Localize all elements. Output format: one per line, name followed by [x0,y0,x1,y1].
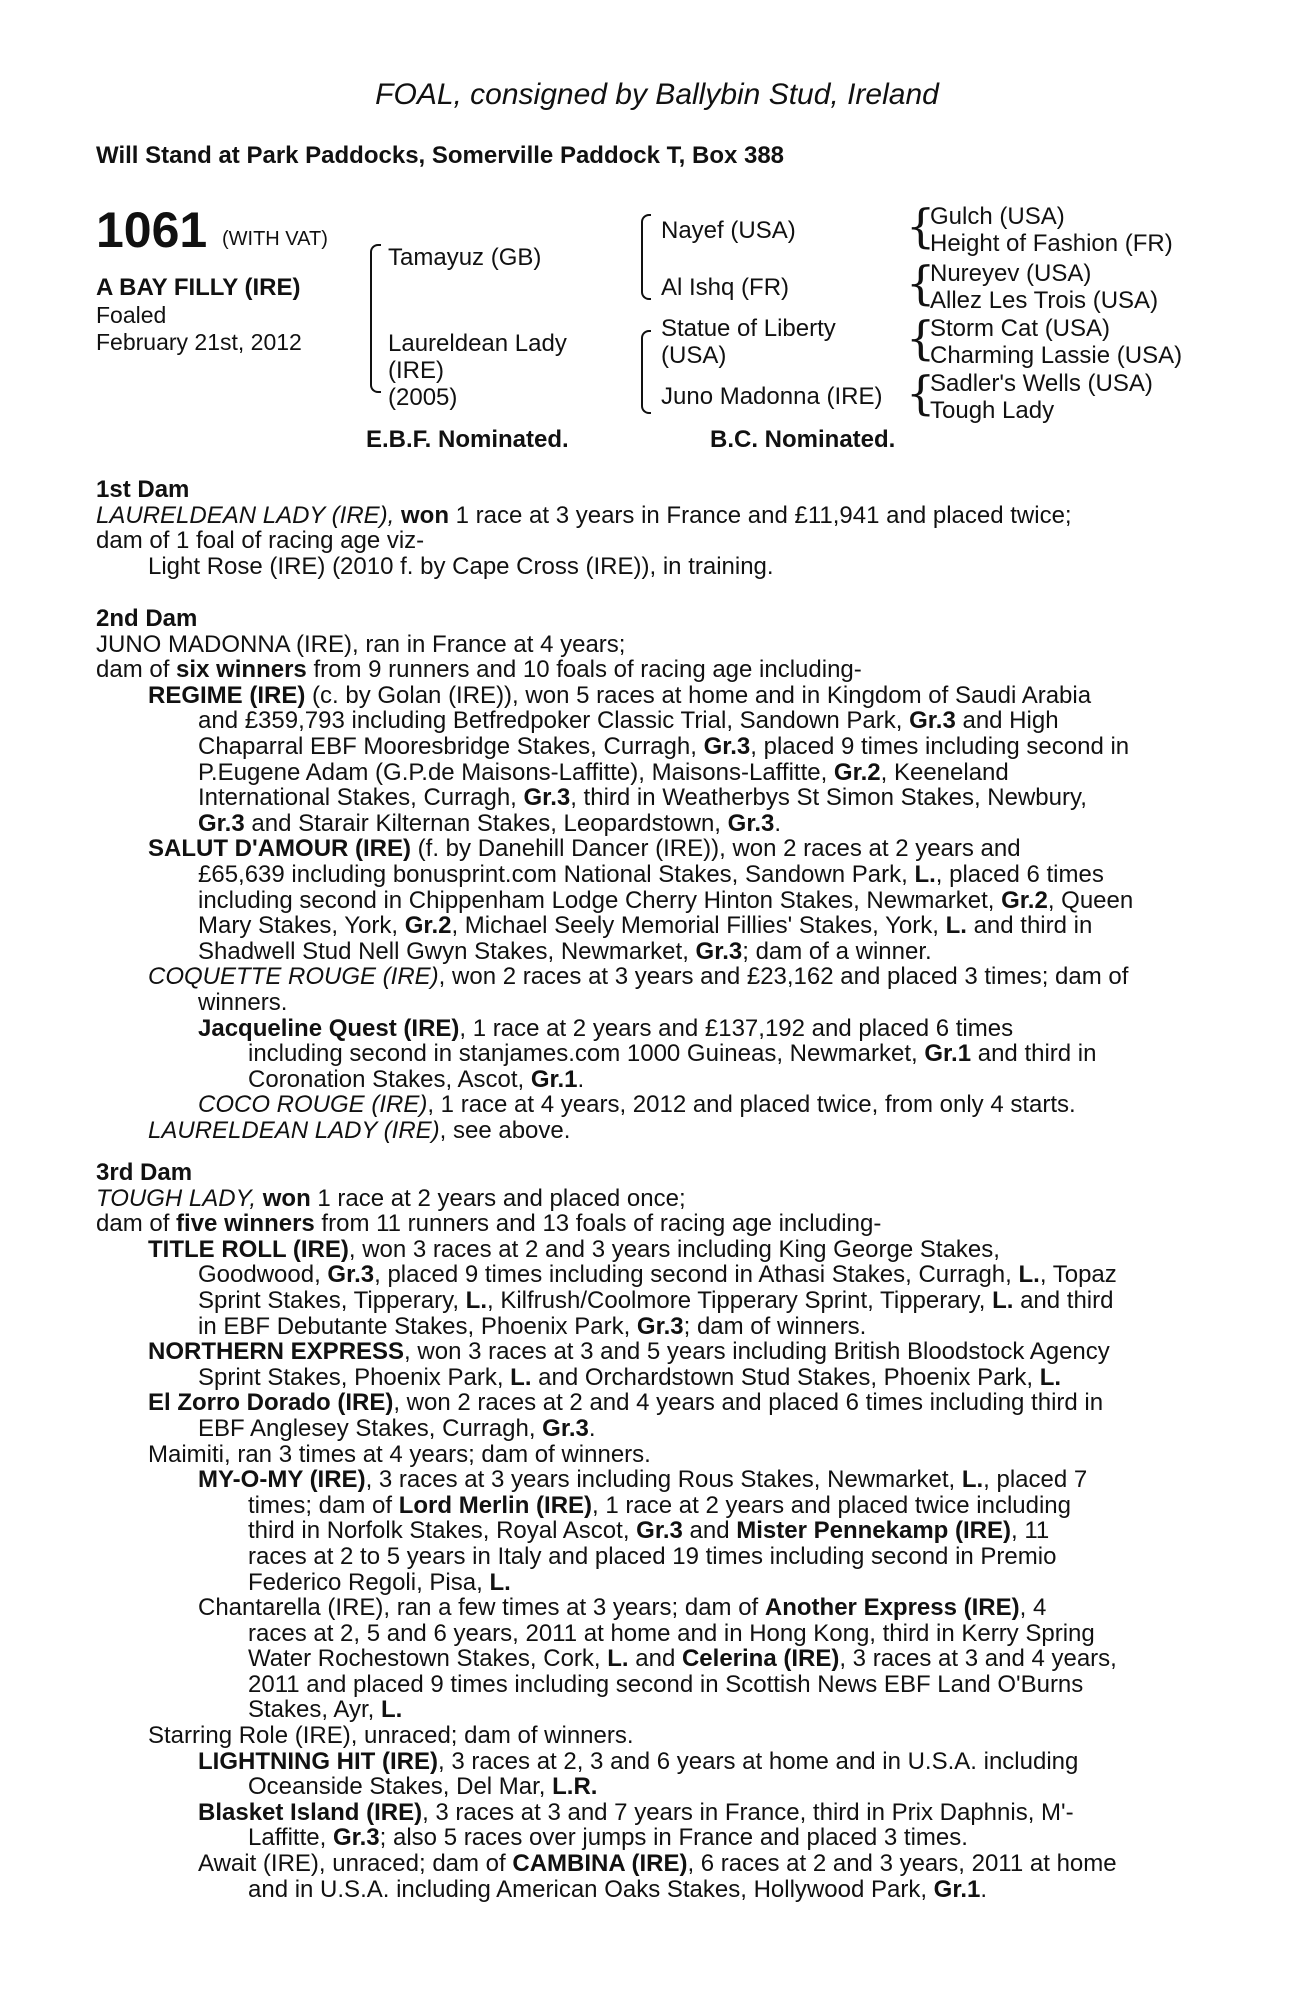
second-dam-section [0,606,1314,1143]
pedigree-gen3: Charming Lassie (USA) [930,342,1183,369]
produce-entry: Jacqueline Quest (IRE), 1 race at 2 years and £137,192 and placed 6 times including second in stanjames.com 1000 Guineas, Newmarket, Gr.1 and third in Coronation Stakes, Ascot, Gr.1. [198,1014,1097,1093]
produce-entry: TITLE ROLL (IRE), won 3 races at 2 and 3 years including King George Stakes, Goodwood, Gr.3, placed 9 times including second in Athasi Stakes, Curragh, L., Topaz Sprint Stakes, Tipperary, L., Kilfrush/Coolmore Tipperary Sprint, Tipperary, L. and third in EBF Debutante Stakes, Phoenix Park, Gr.3; dam of winners. [148,1235,1117,1340]
foaled-date: February 21st, 2012 [96,329,302,355]
dam-record: TOUGH LADY, won 1 race at 2 years and placed once; [96,1184,686,1212]
produce-note: dam of five winners from 11 runners and 13 foals of racing age including- [96,1210,882,1238]
pedigree-gen3: Sadler's Wells (USA) [930,370,1153,397]
pedigree-brace: { [906,311,936,365]
dam-record: LAURELDEAN LADY (IRE), won 1 race at 3 years in France and £11,941 and placed twice; [96,501,1072,529]
produce-note: dam of 1 foal of racing age viz- [96,527,425,555]
pedigree-sire-sire: Nayef (USA) [661,217,796,244]
produce-entry: Await (IRE), unraced; dam of CAMBINA (IRE), 6 races at 2 and 3 years, 2011 at home and in U.S.A. including American Oaks Stakes, Hollywood Park, Gr.1. [198,1850,1117,1903]
pedigree-bracket-sire [641,214,651,300]
pedigree-dam-sire: (USA) [661,342,727,369]
produce-entry: Blasket Island (IRE), 3 races at 3 and 7 years in France, third in Prix Daphnis, M'- Laffitte, Gr.3; also 5 races over jumps in France and placed 3 times. [198,1798,1074,1852]
stand-location: Will Stand at Park Paddocks, Somerville Paddock T, Box 388 [96,142,785,169]
consignment-title: FOAL, consigned by Ballybin Stud, Ireland [375,78,939,111]
produce-entry: Chantarella (IRE), ran a few times at 3 years; dam of Another Express (IRE), 4 races at 2, 5 and 6 years, 2011 at home and in Hong Kong, third in Kerry Spring Water Rochestown Stakes, Cork, L. and Celerina (IRE), 3 races at 3 and 4 years, 2011 and placed 9 times including second in Scottish News EBF Land O'Burns Stakes, Ayr, L. [198,1594,1117,1724]
produce-entry: MY-O-MY (IRE), 3 races at 3 years including Rous Stakes, Newmarket, L., placed 7 times; dam of Lord Merlin (IRE), 1 race at 2 years and placed twice including third in Norfolk Stakes, Royal Ascot, Gr.3 and Mister Pennekamp (IRE), 11 races at 2 to 5 years in Italy and placed 19 times including second in Premio Federico Regoli, Pisa, L. [198,1466,1088,1596]
pedigree-gen3: Storm Cat (USA) [930,315,1111,342]
pedigree-dam-dam: Juno Madonna (IRE) [661,383,883,410]
ebf-nomination: E.B.F. Nominated. [366,426,569,453]
horse-name: A BAY FILLY (IRE) [96,274,301,301]
third-dam-section [0,1160,1314,1902]
produce-entry: NORTHERN EXPRESS, won 3 races at 3 and 5 years including British Bloodstock Agency Sprint Stakes, Phoenix Park, L. and Orchardstown Stud Stakes, Phoenix Park, L. [148,1338,1110,1391]
produce-note: dam of six winners from 9 runners and 10 foals of racing age including- [96,656,862,684]
vat-note: (WITH VAT) [222,228,328,250]
produce-entry: SALUT D'AMOUR (IRE) (f. by Danehill Dancer (IRE)), won 2 races at 2 years and £65,639 including bonusprint.com National Stakes, Sandown Park, L., placed 6 times including second in Chippenham Lodge Cherry Hinton Stakes, Newmarket, Gr.2, Queen Mary Stakes, York, Gr.2, Michael Seely Memorial Fillies' Stakes, York, L. and third in Shadwell Stud Nell Gwyn Stakes, Newmarket, Gr.3; dam of a winner. [148,835,1134,965]
produce-entry: LAURELDEAN LADY (IRE), see above. [148,1116,571,1144]
produce-entry: COQUETTE ROUGE (IRE), won 2 races at 3 years and £23,162 and placed 3 times; dam of winners. [148,963,1129,1016]
bc-nomination: B.C. Nominated. [710,426,896,453]
pedigree-bracket-dam [641,330,651,414]
pedigree-sire: Tamayuz (GB) [388,244,542,271]
produce-entry: REGIME (IRE) (c. by Golan (IRE)), won 5 races at home and in Kingdom of Saudi Arabia and £359,793 including Betfredpoker Classic Trial, Sandown Park, Gr.3 and High Chaparral EBF Mooresbridge Stakes, Curragh, Gr.3, placed 9 times including second in P.Eugene Adam (G.P.de Maisons-Laffitte), Maisons-Laffitte, Gr.2, Keeneland International Stakes, Curragh, Gr.3, third in Weatherbys St Simon Stakes, Newbury, Gr.3 and Starair Kilternan Stakes, Leopardstown, Gr.3. [148,681,1130,837]
pedigree-dam: Laureldean Lady [388,330,567,357]
produce-entry: Light Rose (IRE) (2010 f. by Cape Cross (IRE)), in training. [148,552,774,580]
pedigree-dam-sire: Statue of Liberty [661,315,836,342]
pedigree-brace: { [906,256,936,310]
first-dam-section [0,477,1314,579]
pedigree-gen3: Allez Les Trois (USA) [930,287,1159,314]
produce-entry: Maimiti, ran 3 times at 4 years; dam of winners. [148,1440,651,1468]
section-heading: 2nd Dam [96,605,198,632]
pedigree-gen3: Gulch (USA) [930,203,1065,230]
pedigree-bracket-parents [370,244,381,393]
pedigree-gen3: Nureyev (USA) [930,260,1092,287]
pedigree-gen3: Height of Fashion (FR) [930,230,1173,257]
section-heading: 3rd Dam [96,1159,193,1186]
produce-entry: El Zorro Dorado (IRE), won 2 races at 2 and 4 years and placed 6 times including third in EBF Anglesey Stakes, Curragh, Gr.3. [148,1389,1104,1442]
pedigree-gen3: Tough Lady [930,397,1055,424]
produce-entry: LIGHTNING HIT (IRE), 3 races at 2, 3 and 6 years at home and in U.S.A. including Oceanside Stakes, Del Mar, L.R. [198,1747,1079,1801]
pedigree-brace: { [906,199,936,253]
pedigree-sire-dam: Al Ishq (FR) [661,274,790,301]
pedigree-brace: { [906,366,936,420]
dam-record: JUNO MADONNA (IRE), ran in France at 4 years; [96,630,626,658]
produce-entry: Starring Role (IRE), unraced; dam of winners. [148,1722,634,1750]
pedigree-dam: (IRE) [388,357,444,384]
lot-number: 1061 [96,202,208,258]
section-heading: 1st Dam [96,476,190,503]
produce-entry: COCO ROUGE (IRE), 1 race at 4 years, 2012 and placed twice, from only 4 starts. [198,1091,1076,1119]
pedigree-dam-year: (2005) [388,384,458,411]
foaled-label: Foaled [96,302,167,328]
